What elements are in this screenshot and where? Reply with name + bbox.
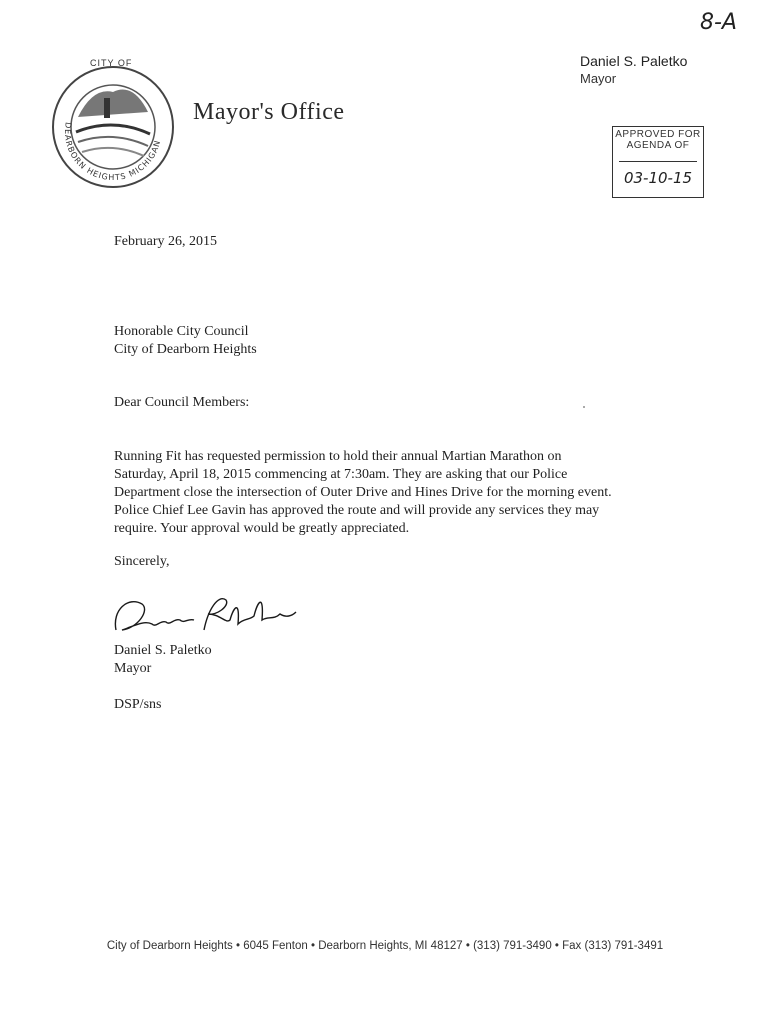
body-line: Running Fit has requested permission to hold their annual Martian Marathon on — [114, 449, 562, 464]
recipient-line: City of Dearborn Heights — [114, 342, 257, 357]
letter-date: February 26, 2015 — [114, 234, 218, 249]
recipient-line: Honorable City Council — [114, 324, 249, 339]
signer-name: Daniel S. Paletko — [114, 643, 212, 658]
body-line: Saturday, April 18, 2015 commencing at 7:30am. They are asking that our Police — [114, 467, 568, 482]
body-line: require. Your approval would be greatly appreciated. — [114, 521, 410, 536]
stamp-handwritten-date: 03-10-15 — [623, 169, 693, 187]
closing: Sincerely, — [114, 554, 170, 569]
stamp-divider — [619, 161, 697, 162]
scan-speck — [583, 406, 585, 408]
salutation: Dear Council Members: — [114, 395, 250, 410]
typist-initials: DSP/sns — [114, 697, 162, 712]
city-seal-logo — [48, 62, 178, 192]
letter-body — [114, 448, 674, 538]
agenda-approval-stamp — [612, 126, 704, 198]
seal-ring-text: DEARBORN HEIGHTS MICHIGAN — [62, 121, 163, 183]
signer-title: Mayor — [114, 661, 152, 676]
signer-block — [114, 642, 212, 678]
page-number-mark: 8-A — [700, 10, 737, 35]
stamp-line-agenda: AGENDA OF — [626, 140, 690, 151]
letterhead-mayor-name: Daniel S. Paletko — [580, 53, 688, 69]
body-line: Police Chief Lee Gavin has approved the route and will provide any services they may — [114, 503, 600, 518]
handwritten-signature — [108, 590, 298, 642]
footer-address: City of Dearborn Heights • 6045 Fenton • Dearborn Heights, MI 48127 • (313) 791-3490 • Fax (313) 791-3491 — [106, 940, 664, 952]
stamp-line-approved: APPROVED FOR — [615, 129, 701, 140]
seal-top-text: CITY OF — [90, 58, 133, 68]
body-line: Department close the intersection of Outer Drive and Hines Drive for the morning event. — [114, 485, 612, 500]
office-title: Mayor's Office — [193, 99, 345, 125]
letterhead-mayor-title: Mayor — [580, 71, 617, 86]
recipient-block — [114, 323, 257, 359]
